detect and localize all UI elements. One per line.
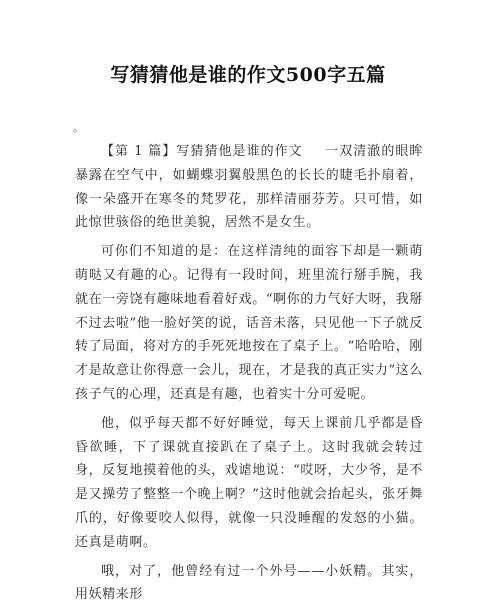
paragraph-marker: 。: [73, 121, 84, 134]
paragraph-3: 他，似乎每天都不好好睡觉，每天上课前几乎都是昏昏欲睡，下了课就直接趴在了桌子上。这时我就会转过身，反复地摸着他的头，戏谑地说：“哎呀，大少爷，是不是又操劳了整整一个晚上啊？”这时他就会抬起头，张牙舞爪的，好像要咬人似得，就像一只没睡醒的发怒的小猫。还真是萌啊。: [75, 415, 423, 550]
chapter-label: 【第 1 篇】写猜猜他是谁的作文: [101, 144, 303, 159]
paragraph-1: [75, 140, 423, 235]
paragraph-2: 可你们不知道的是：在这样清纯的面容下却是一颗萌萌哒又有趣的心。记得有一段时间，班里流行掰手腕，我就在一旁饶有趣味地看着好戏。“啊你的力气好大呀，我掰不过去啦”他一脸好笑的说，话音未落，只见他一下子就反转了局面，将对方的手死死地按在了桌子上。“哈哈哈，刚才是故意让你得意一会儿，现在，才是我的真正实力”这么孩子气的心理，还真是有趣，也着实十分可爱呢。: [75, 244, 423, 402]
paragraph-4: 哦，对了，他曾经有过一个外号——小妖精。其实，用妖精来形: [75, 563, 423, 603]
article-body: [75, 140, 423, 612]
document-title: 写猜猜他是谁的作文500字五篇: [110, 64, 386, 86]
paragraph-1-text: 一双清澈的眼眸暴露在空气中，如蝴蝶羽翼般黑色的长长的睫毛扑扇着，像一朵盛开在寒冬的梵罗花，那样清丽芬芳。只可惜，如此惊世骇俗的绝世美貌，居然不是女生。: [75, 144, 424, 231]
